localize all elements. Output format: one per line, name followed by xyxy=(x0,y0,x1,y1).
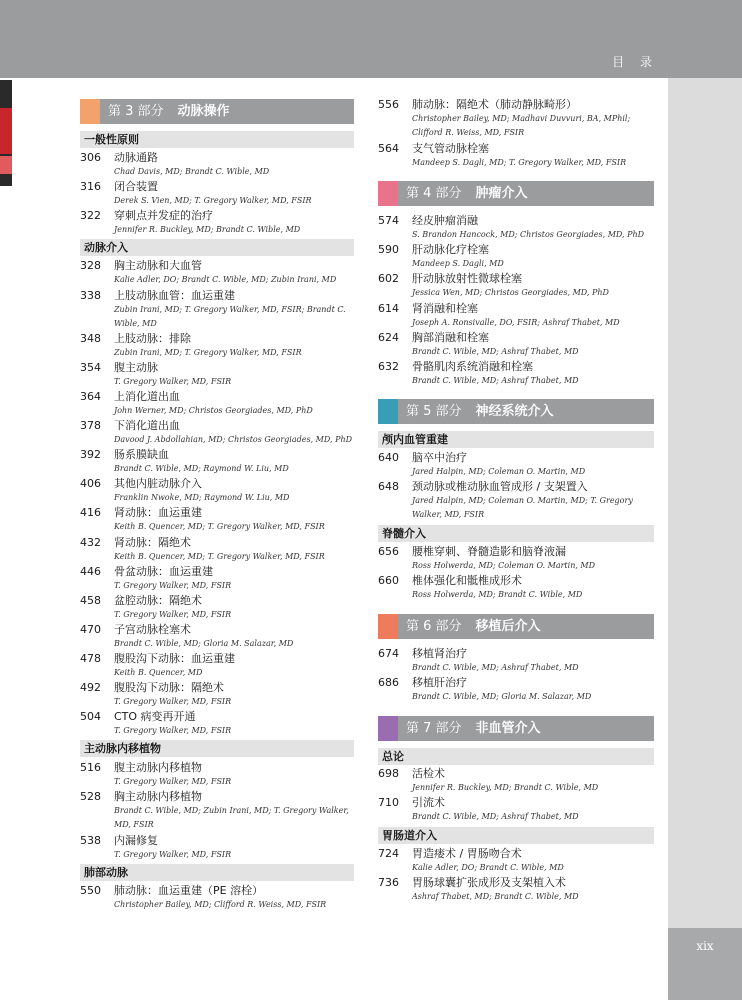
part-title: 肿瘤介入 xyxy=(475,186,528,201)
entry-authors: Mandeep S. Dagli, MD xyxy=(412,259,504,268)
part-title: 非血管介入 xyxy=(475,721,541,736)
entry-title: CTO 病变再开通 xyxy=(114,710,196,723)
entry-title: 腹股沟下动脉：血运重建 xyxy=(114,652,235,665)
entry-title: 子宫动脉栓塞术 xyxy=(114,623,191,636)
entry-authors: Kalie Adler, DO; Brandt C. Wible, MD xyxy=(412,863,564,872)
entry-page: 648 xyxy=(378,480,399,493)
entry-page: 724 xyxy=(378,847,399,860)
entry-authors: Jared Halpin, MD; Coleman O. Martin, MD xyxy=(412,467,586,476)
part-label: 第 7 部分 xyxy=(406,721,462,736)
entry-page: 348 xyxy=(80,332,101,345)
entry-page: 458 xyxy=(80,594,101,607)
subsection-heading: 一般性原则 xyxy=(80,131,354,148)
entry-page: 338 xyxy=(80,289,101,302)
entry-title: 肝动脉化疗栓塞 xyxy=(412,243,489,256)
entry-authors: Keith B. Quencer, MD; T. Gregory Walker, MD, FSIR xyxy=(114,522,325,531)
part-4-header xyxy=(378,181,654,206)
entry-page: 406 xyxy=(80,477,101,490)
entry-authors: Joseph A. Ronsivalle, DO, FSIR; Ashraf Thabet, MD xyxy=(412,318,620,327)
entry-page: 516 xyxy=(80,761,101,774)
entry-title: 下消化道出血 xyxy=(114,419,180,432)
subsection-heading: 主动脉内移植物 xyxy=(80,740,354,757)
entry-title: 穿刺点并发症的治疗 xyxy=(114,209,213,222)
entry-title: 肠系膜缺血 xyxy=(114,448,169,461)
entry-authors: Brandt C. Wible, MD; Raymond W. Liu, MD xyxy=(114,464,289,473)
entry-authors: Ashraf Thabet, MD; Brandt C. Wible, MD xyxy=(412,892,579,901)
part-title: 移植后介入 xyxy=(475,619,541,634)
edge-tab-marker xyxy=(0,108,12,154)
part-3-header xyxy=(80,99,354,124)
entry-authors: Brandt C. Wible, MD; Ashraf Thabet, MD xyxy=(412,812,579,821)
entry-authors: Chad Davis, MD; Brandt C. Wible, MD xyxy=(114,167,270,176)
entry-page: 392 xyxy=(80,448,101,461)
entry-title: 经皮肿瘤消融 xyxy=(412,214,478,227)
entry-title: 胸部消融和栓塞 xyxy=(412,331,489,344)
entry-title: 脑卒中治疗 xyxy=(412,451,467,464)
entry-title: 腹主动脉内移植物 xyxy=(114,761,202,774)
part-5-header xyxy=(378,399,654,424)
entry-page: 574 xyxy=(378,214,399,227)
entry-page: 698 xyxy=(378,767,399,780)
entry-title: 活检术 xyxy=(412,767,445,780)
entry-title: 胸主动脉和大血管 xyxy=(114,259,202,272)
entry-title: 骨骼肌肉系统消融和栓塞 xyxy=(412,360,533,373)
entry-title: 盆腔动脉：隔绝术 xyxy=(114,594,202,607)
entry-page: 660 xyxy=(378,574,399,587)
entry-page: 316 xyxy=(80,180,101,193)
entry-page: 504 xyxy=(80,710,101,723)
entry-authors: Derek S. Vien, MD; T. Gregory Walker, MD, FSIR xyxy=(114,196,312,205)
entry-title: 肾动脉：血运重建 xyxy=(114,506,202,519)
entry-authors: T. Gregory Walker, MD, FSIR xyxy=(114,726,232,735)
entry-title: 骨盆动脉：血运重建 xyxy=(114,565,213,578)
entry-authors: T. Gregory Walker, MD, FSIR xyxy=(114,377,232,386)
entry-page: 416 xyxy=(80,506,101,519)
entry-page: 538 xyxy=(80,834,101,847)
entry-authors: Keith B. Quencer, MD; T. Gregory Walker, MD, FSIR xyxy=(114,552,325,561)
entry-authors: Brandt C. Wible, MD; Zubin Irani, MD; T. Gregory Walker, MD, FSIR xyxy=(114,806,349,829)
entry-page: 632 xyxy=(378,360,399,373)
part-label: 第 5 部分 xyxy=(406,404,462,419)
entry-page: 590 xyxy=(378,243,399,256)
page-number: xix xyxy=(696,939,714,953)
entry-authors: Zubin Irani, MD; T. Gregory Walker, MD, FSIR xyxy=(114,348,302,357)
entry-page: 492 xyxy=(80,681,101,694)
entry-title: 肾消融和栓塞 xyxy=(412,302,478,315)
entry-page: 354 xyxy=(80,361,101,374)
entry-authors: Brandt C. Wible, MD; Ashraf Thabet, MD xyxy=(412,347,579,356)
entry-page: 656 xyxy=(378,545,399,558)
entry-page: 306 xyxy=(80,151,101,164)
part-7-header xyxy=(378,716,654,741)
entry-page: 556 xyxy=(378,98,399,111)
entry-page: 470 xyxy=(80,623,101,636)
part-label: 第 3 部分 xyxy=(108,104,164,119)
entry-authors: T. Gregory Walker, MD, FSIR xyxy=(114,850,232,859)
part-color-marker xyxy=(80,99,100,124)
entry-title: 胸主动脉内移植物 xyxy=(114,790,202,803)
entry-authors: Kalie Adler, DO; Brandt C. Wible, MD; Zubin Irani, MD xyxy=(114,275,337,284)
entry-authors: Jennifer R. Buckley, MD; Brandt C. Wible, MD xyxy=(412,783,599,792)
entry-authors: Jessica Wen, MD; Christos Georgiades, MD, PhD xyxy=(412,288,609,297)
entry-page: 564 xyxy=(378,142,399,155)
subsection-heading: 脊髓介入 xyxy=(378,525,654,542)
part-color-marker xyxy=(378,614,398,639)
subsection-heading: 颅内血管重建 xyxy=(378,431,654,448)
entry-title: 上肢动脉血管：血运重建 xyxy=(114,289,235,302)
subsection-heading: 总论 xyxy=(378,748,654,765)
entry-authors: Franklin Nwoke, MD; Raymond W. Liu, MD xyxy=(114,493,290,502)
entry-page: 602 xyxy=(378,272,399,285)
entry-page: 736 xyxy=(378,876,399,889)
entry-title: 肺动脉：隔绝术（肺动静脉畸形） xyxy=(412,98,577,111)
entry-authors: T. Gregory Walker, MD, FSIR xyxy=(114,581,232,590)
entry-title: 移植肝治疗 xyxy=(412,676,467,689)
entry-title: 其他内脏动脉介入 xyxy=(114,477,202,490)
part-label: 第 4 部分 xyxy=(406,186,462,201)
part-color-marker xyxy=(378,716,398,741)
entry-page: 686 xyxy=(378,676,399,689)
entry-title: 移植肾治疗 xyxy=(412,647,467,660)
part-title: 动脉操作 xyxy=(177,104,230,119)
entry-authors: Christopher Bailey, MD; Clifford R. Weiss, MD, FSIR xyxy=(114,900,327,909)
entry-title: 引流术 xyxy=(412,796,445,809)
entry-authors: Jennifer R. Buckley, MD; Brandt C. Wible, MD xyxy=(114,225,301,234)
entry-authors: Brandt C. Wible, MD; Gloria M. Salazar, MD xyxy=(114,639,294,648)
entry-authors: Keith B. Quencer, MD xyxy=(114,668,203,677)
entry-authors: Ross Holwerda, MD; Coleman O. Martin, MD xyxy=(412,561,596,570)
entry-page: 364 xyxy=(80,390,101,403)
entry-authors: T. Gregory Walker, MD, FSIR xyxy=(114,610,232,619)
entry-page: 624 xyxy=(378,331,399,344)
entry-authors: Mandeep S. Dagli, MD; T. Gregory Walker, MD, FSIR xyxy=(412,158,627,167)
entry-page: 550 xyxy=(80,884,101,897)
entry-title: 肾动脉：隔绝术 xyxy=(114,536,191,549)
entry-title: 椎体强化和骶椎成形术 xyxy=(412,574,522,587)
entry-page: 478 xyxy=(80,652,101,665)
part-color-marker xyxy=(378,399,398,424)
entry-title: 胃造瘘术 / 胃肠吻合术 xyxy=(412,847,522,860)
entry-authors: T. Gregory Walker, MD, FSIR xyxy=(114,777,232,786)
entry-title: 内漏修复 xyxy=(114,834,158,847)
subsection-heading: 胃肠道介入 xyxy=(378,827,654,844)
entry-title: 肺动脉：血运重建（PE 溶栓） xyxy=(114,884,264,897)
part-label: 第 6 部分 xyxy=(406,619,462,634)
entry-authors: Brandt C. Wible, MD; Gloria M. Salazar, MD xyxy=(412,692,592,701)
entry-page: 378 xyxy=(80,419,101,432)
entry-title: 腹股沟下动脉：隔绝术 xyxy=(114,681,224,694)
part-6-header xyxy=(378,614,654,639)
edge-tab-marker xyxy=(0,156,12,174)
entry-title: 上消化道出血 xyxy=(114,390,180,403)
entry-page: 432 xyxy=(80,536,101,549)
side-margin-strip xyxy=(668,78,742,1000)
entry-page: 614 xyxy=(378,302,399,315)
part-color-marker xyxy=(378,181,398,206)
part-title: 神经系统介入 xyxy=(475,404,554,419)
entry-title: 胃肠球囊扩张成形及支架植入术 xyxy=(412,876,566,889)
entry-authors: Jared Halpin, MD; Coleman O. Martin, MD; T. Gregory Walker, MD, FSIR xyxy=(412,496,633,519)
entry-page: 328 xyxy=(80,259,101,272)
entry-title: 动脉通路 xyxy=(114,151,158,164)
entry-authors: Brandt C. Wible, MD; Ashraf Thabet, MD xyxy=(412,376,579,385)
entry-authors: Ross Holwerda, MD; Brandt C. Wible, MD xyxy=(412,590,583,599)
entry-title: 肝动脉放射性微球栓塞 xyxy=(412,272,522,285)
entry-authors: John Werner, MD; Christos Georgiades, MD, PhD xyxy=(114,406,313,415)
entry-page: 674 xyxy=(378,647,399,660)
entry-page: 446 xyxy=(80,565,101,578)
entry-title: 腰椎穿刺、脊髓造影和脑脊液漏 xyxy=(412,545,566,558)
chapter-edge-tab xyxy=(0,80,12,186)
entry-title: 上肢动脉：排除 xyxy=(114,332,191,345)
entry-title: 闭合装置 xyxy=(114,180,158,193)
subsection-heading: 动脉介入 xyxy=(80,239,354,256)
entry-page: 322 xyxy=(80,209,101,222)
entry-title: 颈动脉或椎动脉血管成形 / 支架置入 xyxy=(412,480,588,493)
header-title: 目 录 xyxy=(612,55,658,69)
entry-authors: Zubin Irani, MD; T. Gregory Walker, MD, FSIR; Brandt C. Wible, MD xyxy=(114,305,346,328)
entry-title: 腹主动脉 xyxy=(114,361,158,374)
entry-page: 640 xyxy=(378,451,399,464)
subsection-heading: 肺部动脉 xyxy=(80,864,354,881)
entry-authors: Davood J. Abdollahian, MD; Christos Georgiades, MD, PhD xyxy=(114,435,353,444)
entry-authors: S. Brandon Hancock, MD; Christos Georgiades, MD, PhD xyxy=(412,230,645,239)
entry-page: 528 xyxy=(80,790,101,803)
entry-page: 710 xyxy=(378,796,399,809)
entry-authors: Christopher Bailey, MD; Madhavi Duvvuri, BA, MPhil; Clifford R. Weiss, MD, FSIR xyxy=(412,114,631,137)
entry-title: 支气管动脉栓塞 xyxy=(412,142,489,155)
entry-authors: Brandt C. Wible, MD; Ashraf Thabet, MD xyxy=(412,663,579,672)
entry-authors: T. Gregory Walker, MD, FSIR xyxy=(114,697,232,706)
